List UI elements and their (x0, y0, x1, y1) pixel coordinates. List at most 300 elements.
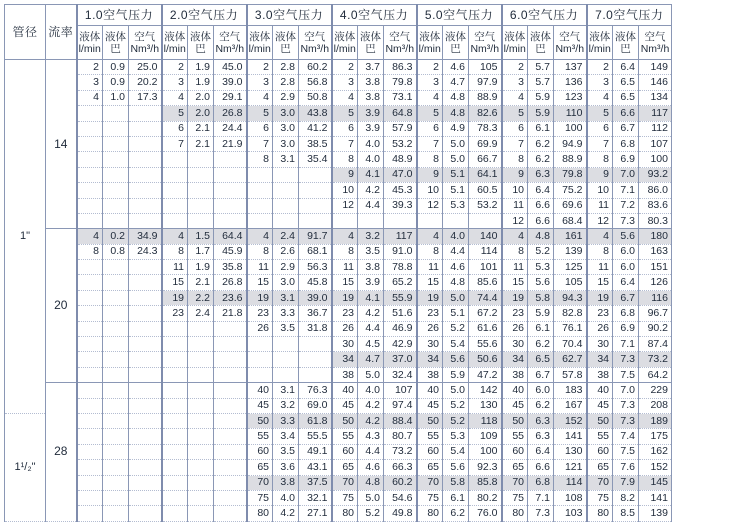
sub-header-air: 空气 Nm³/h (214, 26, 247, 60)
empty-cell (77, 475, 103, 490)
empty-cell (103, 352, 129, 367)
liquid-pressure-value: 4.2 (358, 306, 384, 321)
liquid-flow-value: 75 (417, 490, 443, 505)
liquid-flow-value: 30 (417, 337, 443, 352)
air-flow-value: 61.6 (469, 321, 502, 336)
empty-cell (162, 367, 188, 382)
liquid-flow-value: 55 (247, 429, 273, 444)
liquid-flow-value: 75 (247, 490, 273, 505)
flow-rate-cell: 20 (46, 229, 77, 383)
air-flow-value: 76.3 (299, 383, 332, 398)
air-flow-value: 64.4 (214, 229, 247, 244)
empty-cell (469, 213, 502, 228)
empty-cell (103, 367, 129, 382)
empty-cell (162, 429, 188, 444)
liquid-pressure-value: 2.9 (273, 260, 299, 275)
empty-cell (188, 398, 214, 413)
empty-cell (188, 460, 214, 475)
liquid-flow-value: 26 (332, 321, 358, 336)
air-flow-value: 107 (639, 136, 672, 151)
air-flow-value: 25.0 (129, 60, 162, 75)
liquid-flow-value: 11 (502, 260, 528, 275)
liquid-pressure-value: 5.2 (443, 413, 469, 428)
empty-cell (77, 106, 103, 121)
air-flow-value: 69.0 (299, 398, 332, 413)
empty-cell (129, 275, 162, 290)
air-flow-value: 86.3 (384, 60, 417, 75)
liquid-pressure-value: 4.5 (358, 337, 384, 352)
air-flow-value: 39.0 (299, 290, 332, 305)
air-flow-value: 117 (639, 106, 672, 121)
air-flow-value: 85.8 (469, 475, 502, 490)
air-flow-value: 145 (639, 475, 672, 490)
liquid-pressure-value: 6.7 (613, 121, 639, 136)
empty-cell (247, 367, 273, 382)
liquid-pressure-value: 3.1 (273, 383, 299, 398)
empty-cell (214, 321, 247, 336)
liquid-pressure-value: 2.2 (188, 290, 214, 305)
empty-cell (77, 352, 103, 367)
liquid-flow-value: 40 (417, 383, 443, 398)
liquid-flow-value: 55 (502, 429, 528, 444)
empty-cell (77, 167, 103, 182)
liquid-pressure-value: 2.1 (188, 121, 214, 136)
empty-cell (162, 444, 188, 459)
liquid-pressure-value: 6.0 (613, 260, 639, 275)
liquid-flow-value: 65 (247, 460, 273, 475)
liquid-flow-value: 45 (502, 398, 528, 413)
liquid-flow-value: 4 (502, 90, 528, 105)
empty-cell (214, 367, 247, 382)
air-flow-value: 139 (554, 244, 587, 259)
air-flow-value: 162 (639, 444, 672, 459)
liquid-flow-value: 55 (417, 429, 443, 444)
liquid-pressure-value: 5.6 (443, 352, 469, 367)
liquid-pressure-value: 5.6 (443, 460, 469, 475)
air-flow-value: 46.9 (384, 321, 417, 336)
liquid-pressure-value: 7.1 (613, 183, 639, 198)
liquid-pressure-value: 6.5 (613, 75, 639, 90)
air-flow-value: 97.9 (469, 75, 502, 90)
air-flow-value: 27.1 (299, 506, 332, 521)
liquid-pressure-value: 4.4 (358, 321, 384, 336)
empty-cell (103, 136, 129, 151)
empty-cell (77, 306, 103, 321)
liquid-pressure-value: 5.9 (528, 306, 554, 321)
air-flow-value: 140 (469, 229, 502, 244)
liquid-flow-value: 8 (77, 244, 103, 259)
liquid-pressure-value: 4.1 (358, 290, 384, 305)
liquid-pressure-value: 3.3 (273, 306, 299, 321)
empty-cell (77, 260, 103, 275)
air-flow-value: 152 (639, 460, 672, 475)
empty-cell (417, 213, 443, 228)
liquid-pressure-value: 3.0 (273, 275, 299, 290)
air-flow-value: 88.9 (554, 152, 587, 167)
liquid-pressure-value: 4.6 (358, 460, 384, 475)
sub-header-bar: 液体 巴 (358, 26, 384, 60)
liquid-flow-value: 26 (247, 321, 273, 336)
liquid-flow-value: 2 (417, 60, 443, 75)
air-flow-value: 97.4 (384, 398, 417, 413)
liquid-flow-value: 30 (502, 337, 528, 352)
liquid-flow-value: 34 (332, 352, 358, 367)
air-flow-value: 55.9 (384, 290, 417, 305)
empty-cell (129, 260, 162, 275)
empty-cell (332, 213, 358, 228)
empty-cell (103, 444, 129, 459)
liquid-pressure-value: 3.0 (273, 121, 299, 136)
empty-cell (103, 429, 129, 444)
liquid-pressure-value: 5.6 (613, 229, 639, 244)
table-row (5, 352, 672, 367)
air-flow-value: 137 (554, 60, 587, 75)
liquid-flow-value: 80 (587, 506, 613, 521)
air-flow-value: 146 (639, 75, 672, 90)
air-flow-value: 26.8 (214, 106, 247, 121)
liquid-pressure-value: 6.6 (528, 460, 554, 475)
air-flow-value: 57.9 (384, 121, 417, 136)
liquid-flow-value: 6 (417, 121, 443, 136)
table-row (5, 260, 672, 275)
air-flow-value: 21.9 (214, 136, 247, 151)
table-row (5, 321, 672, 336)
empty-cell (103, 475, 129, 490)
liquid-flow-value: 45 (247, 398, 273, 413)
liquid-flow-value: 75 (587, 490, 613, 505)
air-flow-value: 100 (639, 152, 672, 167)
sub-header-air: 空气 Nm³/h (299, 26, 332, 60)
table-row (5, 367, 672, 382)
liquid-pressure-value: 5.0 (443, 152, 469, 167)
pressure-group-header: 3.0空气压力 (247, 5, 332, 26)
air-flow-value: 41.2 (299, 121, 332, 136)
liquid-flow-value: 11 (502, 198, 528, 213)
empty-cell (162, 321, 188, 336)
liquid-flow-value: 80 (417, 506, 443, 521)
liquid-flow-value: 19 (417, 290, 443, 305)
air-flow-value: 88.4 (384, 413, 417, 428)
empty-cell (188, 213, 214, 228)
air-flow-value: 53.2 (384, 136, 417, 151)
empty-cell (129, 398, 162, 413)
empty-cell (77, 198, 103, 213)
liquid-pressure-value: 0.8 (103, 244, 129, 259)
empty-cell (77, 290, 103, 305)
liquid-flow-value: 8 (587, 152, 613, 167)
liquid-pressure-value: 3.9 (358, 121, 384, 136)
air-flow-value: 39.0 (214, 75, 247, 90)
liquid-pressure-value: 2.0 (188, 106, 214, 121)
air-flow-value: 87.4 (639, 337, 672, 352)
liquid-pressure-value: 5.9 (528, 106, 554, 121)
liquid-flow-value: 15 (247, 275, 273, 290)
empty-cell (188, 367, 214, 382)
sub-header-liquid: 液体 l/min (247, 26, 273, 60)
empty-cell (214, 167, 247, 182)
liquid-flow-value: 10 (417, 183, 443, 198)
liquid-pressure-value: 3.5 (273, 444, 299, 459)
empty-cell (188, 152, 214, 167)
air-flow-value: 130 (469, 398, 502, 413)
liquid-flow-value: 23 (247, 306, 273, 321)
empty-cell (103, 198, 129, 213)
sub-header-liquid: 液体 l/min (502, 26, 528, 60)
air-flow-value: 136 (554, 75, 587, 90)
liquid-flow-value: 3 (417, 75, 443, 90)
liquid-flow-value: 65 (417, 460, 443, 475)
air-flow-value: 60.2 (299, 60, 332, 75)
empty-cell (77, 398, 103, 413)
liquid-flow-value: 19 (247, 290, 273, 305)
liquid-flow-value: 2 (502, 60, 528, 75)
liquid-flow-value: 12 (587, 213, 613, 228)
liquid-pressure-value: 6.6 (613, 106, 639, 121)
liquid-pressure-value: 5.0 (443, 290, 469, 305)
empty-cell (299, 213, 332, 228)
sub-header-air: 空气 Nm³/h (469, 26, 502, 60)
air-flow-value: 70.4 (554, 337, 587, 352)
air-flow-value: 32.1 (299, 490, 332, 505)
liquid-pressure-value: 4.8 (528, 229, 554, 244)
empty-cell (103, 306, 129, 321)
empty-cell (188, 429, 214, 444)
liquid-flow-value: 9 (502, 167, 528, 182)
air-flow-value: 105 (554, 275, 587, 290)
table-row (5, 337, 672, 352)
liquid-flow-value: 3 (332, 75, 358, 90)
liquid-flow-value: 12 (502, 213, 528, 228)
empty-cell (162, 152, 188, 167)
table-row (5, 413, 672, 428)
empty-cell (103, 413, 129, 428)
air-flow-value: 93.2 (639, 167, 672, 182)
air-flow-value: 20.2 (129, 75, 162, 90)
air-flow-value: 80.3 (639, 213, 672, 228)
liquid-flow-value: 10 (502, 183, 528, 198)
liquid-pressure-value: 6.4 (613, 275, 639, 290)
sub-header-air: 空气 Nm³/h (384, 26, 417, 60)
liquid-flow-value: 8 (247, 152, 273, 167)
air-flow-value: 167 (554, 398, 587, 413)
liquid-pressure-value: 1.9 (188, 260, 214, 275)
air-flow-value: 60.5 (469, 183, 502, 198)
liquid-flow-value: 60 (247, 444, 273, 459)
liquid-flow-value: 8 (247, 244, 273, 259)
air-flow-value: 103 (554, 506, 587, 521)
liquid-pressure-value: 6.2 (528, 398, 554, 413)
liquid-flow-value: 75 (502, 490, 528, 505)
empty-cell (103, 290, 129, 305)
air-flow-value: 116 (639, 290, 672, 305)
air-flow-value: 180 (639, 229, 672, 244)
air-flow-value: 47.0 (384, 167, 417, 182)
liquid-pressure-value: 5.2 (528, 244, 554, 259)
air-flow-value: 152 (554, 413, 587, 428)
empty-cell (77, 337, 103, 352)
empty-cell (214, 183, 247, 198)
air-flow-value: 76.0 (469, 506, 502, 521)
liquid-flow-value: 65 (502, 460, 528, 475)
air-flow-value: 43.1 (299, 460, 332, 475)
empty-cell (214, 337, 247, 352)
liquid-flow-value: 26 (417, 321, 443, 336)
table-row (5, 306, 672, 321)
liquid-flow-value: 30 (587, 337, 613, 352)
liquid-flow-value: 15 (417, 275, 443, 290)
liquid-pressure-value: 5.1 (443, 306, 469, 321)
empty-cell (129, 321, 162, 336)
air-flow-value: 21.8 (214, 306, 247, 321)
empty-cell (129, 198, 162, 213)
table-row (5, 229, 672, 244)
liquid-pressure-value: 7.1 (613, 337, 639, 352)
liquid-flow-value: 12 (332, 198, 358, 213)
air-flow-value: 141 (639, 490, 672, 505)
pressure-group-header: 7.0空气压力 (587, 5, 672, 26)
liquid-pressure-value: 2.9 (273, 90, 299, 105)
air-flow-value: 114 (469, 244, 502, 259)
air-flow-value: 105 (469, 60, 502, 75)
pressure-group-header: 5.0空气压力 (417, 5, 502, 26)
air-flow-value: 130 (554, 444, 587, 459)
liquid-pressure-value: 4.9 (443, 121, 469, 136)
liquid-flow-value: 2 (587, 60, 613, 75)
liquid-flow-value: 45 (587, 398, 613, 413)
liquid-flow-value: 19 (332, 290, 358, 305)
empty-cell (247, 352, 273, 367)
empty-cell (273, 367, 299, 382)
liquid-flow-value: 34 (587, 352, 613, 367)
liquid-pressure-value: 7.3 (528, 506, 554, 521)
empty-cell (129, 383, 162, 398)
table-row (5, 121, 672, 136)
liquid-pressure-value: 2.8 (273, 60, 299, 75)
liquid-pressure-value: 3.6 (273, 460, 299, 475)
empty-cell (214, 198, 247, 213)
air-flow-value: 163 (639, 244, 672, 259)
liquid-pressure-value: 7.2 (613, 198, 639, 213)
liquid-flow-value: 6 (502, 121, 528, 136)
pressure-group-header: 4.0空气压力 (332, 5, 417, 26)
pressure-group-header: 2.0空气压力 (162, 5, 247, 26)
empty-cell (129, 183, 162, 198)
empty-cell (214, 460, 247, 475)
liquid-flow-value: 50 (417, 413, 443, 428)
liquid-pressure-value: 7.5 (613, 367, 639, 382)
liquid-pressure-value: 4.8 (443, 90, 469, 105)
empty-cell (129, 121, 162, 136)
air-flow-value: 107 (384, 383, 417, 398)
liquid-pressure-value: 3.5 (273, 321, 299, 336)
sub-header-air: 空气 Nm³/h (639, 26, 672, 60)
air-flow-value: 39.3 (384, 198, 417, 213)
air-flow-value: 43.8 (299, 106, 332, 121)
liquid-pressure-value: 2.0 (188, 90, 214, 105)
liquid-pressure-value: 3.1 (273, 152, 299, 167)
liquid-flow-value: 40 (332, 383, 358, 398)
air-flow-value: 88.9 (469, 90, 502, 105)
air-flow-value: 142 (469, 383, 502, 398)
liquid-pressure-value: 6.1 (528, 321, 554, 336)
liquid-pressure-value: 1.7 (188, 244, 214, 259)
liquid-pressure-value: 1.9 (188, 75, 214, 90)
air-flow-value: 229 (639, 383, 672, 398)
liquid-flow-value: 11 (162, 260, 188, 275)
liquid-pressure-value: 3.9 (358, 106, 384, 121)
liquid-pressure-value: 6.2 (528, 337, 554, 352)
empty-cell (299, 167, 332, 182)
table-row (5, 475, 672, 490)
empty-cell (299, 337, 332, 352)
air-flow-value: 37.5 (299, 475, 332, 490)
table-row (5, 506, 672, 521)
air-flow-value: 36.7 (299, 306, 332, 321)
liquid-flow-value: 23 (332, 306, 358, 321)
liquid-flow-value: 7 (587, 136, 613, 151)
air-flow-value: 35.4 (299, 152, 332, 167)
empty-cell (162, 352, 188, 367)
empty-cell (214, 475, 247, 490)
empty-cell (247, 213, 273, 228)
air-flow-value: 69.9 (469, 136, 502, 151)
table-row (5, 60, 672, 75)
liquid-pressure-value: 5.4 (443, 444, 469, 459)
empty-cell (214, 490, 247, 505)
empty-cell (129, 413, 162, 428)
sub-header-bar: 液体 巴 (613, 26, 639, 60)
liquid-pressure-value: 4.8 (443, 275, 469, 290)
empty-cell (129, 444, 162, 459)
flow-rate-cell: 14 (46, 60, 77, 229)
liquid-pressure-value: 6.9 (613, 321, 639, 336)
air-flow-value: 80.7 (384, 429, 417, 444)
air-flow-value: 66.7 (469, 152, 502, 167)
liquid-flow-value: 45 (417, 398, 443, 413)
table-row (5, 444, 672, 459)
liquid-flow-value: 4 (332, 229, 358, 244)
air-flow-value: 50.8 (299, 90, 332, 105)
air-flow-value: 123 (554, 90, 587, 105)
liquid-flow-value: 50 (502, 413, 528, 428)
liquid-flow-value: 6 (247, 121, 273, 136)
liquid-pressure-value: 3.5 (358, 244, 384, 259)
empty-cell (129, 506, 162, 521)
empty-cell (188, 167, 214, 182)
air-flow-value: 24.3 (129, 244, 162, 259)
air-flow-value: 45.8 (299, 275, 332, 290)
empty-cell (214, 383, 247, 398)
liquid-pressure-value: 7.1 (528, 490, 554, 505)
empty-cell (384, 213, 417, 228)
empty-cell (273, 183, 299, 198)
air-flow-value: 117 (384, 229, 417, 244)
liquid-pressure-value: 6.2 (443, 506, 469, 521)
empty-cell (129, 337, 162, 352)
liquid-flow-value: 23 (502, 306, 528, 321)
liquid-flow-value: 2 (77, 60, 103, 75)
liquid-flow-value: 4 (77, 90, 103, 105)
liquid-pressure-value: 3.3 (273, 413, 299, 428)
liquid-pressure-value: 3.2 (358, 229, 384, 244)
air-flow-value: 53.2 (469, 198, 502, 213)
liquid-flow-value: 15 (332, 275, 358, 290)
air-flow-value: 49.8 (384, 506, 417, 521)
liquid-pressure-value: 4.7 (358, 352, 384, 367)
air-flow-value: 100 (554, 121, 587, 136)
empty-cell (162, 460, 188, 475)
liquid-flow-value: 50 (332, 413, 358, 428)
